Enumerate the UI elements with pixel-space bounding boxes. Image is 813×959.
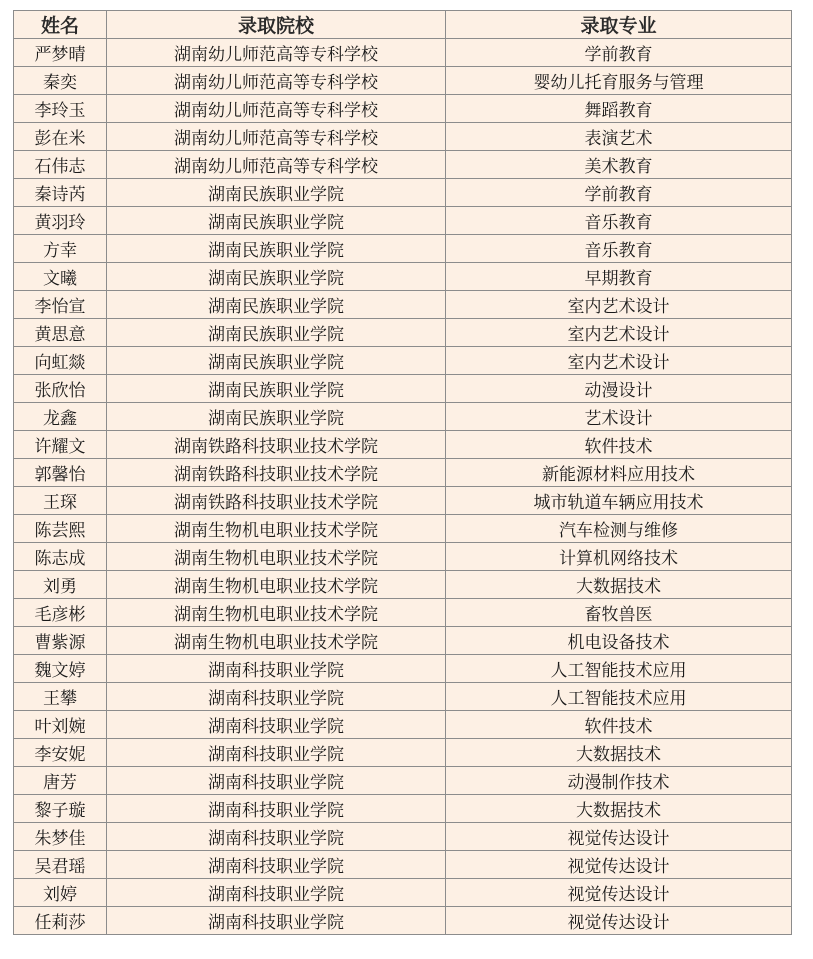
cell-name: 魏文婷 (14, 655, 107, 683)
cell-major: 表演艺术 (446, 123, 792, 151)
cell-school: 湖南科技职业学院 (107, 795, 446, 823)
cell-school: 湖南民族职业学院 (107, 263, 446, 291)
cell-name: 叶刘婉 (14, 711, 107, 739)
cell-major: 人工智能技术应用 (446, 683, 792, 711)
table-row (14, 123, 792, 151)
cell-school: 湖南铁路科技职业技术学院 (107, 487, 446, 515)
cell-name: 彭在米 (14, 123, 107, 151)
cell-school: 湖南生物机电职业技术学院 (107, 627, 446, 655)
cell-name: 王攀 (14, 683, 107, 711)
cell-school: 湖南民族职业学院 (107, 179, 446, 207)
table-row (14, 179, 792, 207)
cell-school: 湖南幼儿师范高等专科学校 (107, 123, 446, 151)
header-row (14, 11, 792, 39)
cell-name: 秦奕 (14, 67, 107, 95)
cell-name: 唐芳 (14, 767, 107, 795)
cell-name: 陈志成 (14, 543, 107, 571)
cell-major: 学前教育 (446, 39, 792, 67)
cell-name: 文曦 (14, 263, 107, 291)
cell-name: 张欣怡 (14, 375, 107, 403)
column-header-school: 录取院校 (107, 11, 446, 39)
cell-school: 湖南民族职业学院 (107, 319, 446, 347)
table-row (14, 487, 792, 515)
cell-school: 湖南幼儿师范高等专科学校 (107, 67, 446, 95)
cell-school: 湖南幼儿师范高等专科学校 (107, 95, 446, 123)
cell-name: 黎子璇 (14, 795, 107, 823)
cell-school: 湖南科技职业学院 (107, 879, 446, 907)
cell-major: 动漫设计 (446, 375, 792, 403)
cell-name: 任莉莎 (14, 907, 107, 935)
cell-name: 石伟志 (14, 151, 107, 179)
cell-name: 王琛 (14, 487, 107, 515)
admission-table (13, 10, 792, 935)
cell-major: 学前教育 (446, 179, 792, 207)
cell-school: 湖南幼儿师范高等专科学校 (107, 151, 446, 179)
table-row (14, 39, 792, 67)
cell-school: 湖南科技职业学院 (107, 851, 446, 879)
cell-major: 视觉传达设计 (446, 907, 792, 935)
cell-name: 吴君瑶 (14, 851, 107, 879)
cell-name: 李玲玉 (14, 95, 107, 123)
cell-major: 人工智能技术应用 (446, 655, 792, 683)
cell-name: 李怡宣 (14, 291, 107, 319)
cell-major: 音乐教育 (446, 207, 792, 235)
cell-school: 湖南民族职业学院 (107, 207, 446, 235)
table-row (14, 319, 792, 347)
table-row (14, 151, 792, 179)
table-row (14, 851, 792, 879)
table-row (14, 711, 792, 739)
column-header-major: 录取专业 (446, 11, 792, 39)
cell-name: 毛彦彬 (14, 599, 107, 627)
table-row (14, 739, 792, 767)
cell-major: 早期教育 (446, 263, 792, 291)
table-row (14, 67, 792, 95)
cell-major: 大数据技术 (446, 739, 792, 767)
table-row (14, 767, 792, 795)
table-row (14, 459, 792, 487)
table-header (14, 11, 792, 39)
table-row (14, 375, 792, 403)
cell-school: 湖南生物机电职业技术学院 (107, 571, 446, 599)
cell-school: 湖南民族职业学院 (107, 347, 446, 375)
cell-major: 婴幼儿托育服务与管理 (446, 67, 792, 95)
table-row (14, 823, 792, 851)
cell-major: 室内艺术设计 (446, 319, 792, 347)
table-row (14, 347, 792, 375)
cell-major: 新能源材料应用技术 (446, 459, 792, 487)
cell-school: 湖南科技职业学院 (107, 711, 446, 739)
table-row (14, 431, 792, 459)
table-row (14, 515, 792, 543)
table-row (14, 263, 792, 291)
cell-major: 畜牧兽医 (446, 599, 792, 627)
cell-major: 计算机网络技术 (446, 543, 792, 571)
table-row (14, 95, 792, 123)
cell-major: 室内艺术设计 (446, 291, 792, 319)
cell-name: 许耀文 (14, 431, 107, 459)
cell-name: 黄羽玲 (14, 207, 107, 235)
table-row (14, 403, 792, 431)
cell-school: 湖南民族职业学院 (107, 291, 446, 319)
table-row (14, 655, 792, 683)
cell-major: 艺术设计 (446, 403, 792, 431)
cell-major: 城市轨道车辆应用技术 (446, 487, 792, 515)
cell-school: 湖南科技职业学院 (107, 655, 446, 683)
cell-name: 陈芸熙 (14, 515, 107, 543)
cell-name: 曹紫源 (14, 627, 107, 655)
cell-major: 机电设备技术 (446, 627, 792, 655)
cell-major: 视觉传达设计 (446, 823, 792, 851)
cell-major: 视觉传达设计 (446, 879, 792, 907)
cell-name: 向虹燚 (14, 347, 107, 375)
table-row (14, 879, 792, 907)
cell-name: 秦诗芮 (14, 179, 107, 207)
cell-school: 湖南生物机电职业技术学院 (107, 515, 446, 543)
cell-school: 湖南生物机电职业技术学院 (107, 599, 446, 627)
table-row (14, 683, 792, 711)
table-row (14, 627, 792, 655)
cell-name: 朱梦佳 (14, 823, 107, 851)
cell-name: 龙鑫 (14, 403, 107, 431)
cell-school: 湖南民族职业学院 (107, 403, 446, 431)
cell-school: 湖南幼儿师范高等专科学校 (107, 39, 446, 67)
cell-name: 黄思意 (14, 319, 107, 347)
cell-major: 大数据技术 (446, 795, 792, 823)
table-row (14, 207, 792, 235)
cell-major: 室内艺术设计 (446, 347, 792, 375)
column-header-name: 姓名 (14, 11, 107, 39)
cell-school: 湖南民族职业学院 (107, 375, 446, 403)
cell-major: 音乐教育 (446, 235, 792, 263)
cell-major: 舞蹈教育 (446, 95, 792, 123)
table-body (14, 39, 792, 935)
cell-name: 严梦晴 (14, 39, 107, 67)
cell-school: 湖南铁路科技职业技术学院 (107, 431, 446, 459)
cell-name: 方幸 (14, 235, 107, 263)
cell-school: 湖南铁路科技职业技术学院 (107, 459, 446, 487)
table-row (14, 907, 792, 935)
table-row (14, 291, 792, 319)
cell-major: 动漫制作技术 (446, 767, 792, 795)
cell-major: 大数据技术 (446, 571, 792, 599)
cell-school: 湖南科技职业学院 (107, 823, 446, 851)
table-row (14, 543, 792, 571)
table-row (14, 571, 792, 599)
cell-major: 软件技术 (446, 711, 792, 739)
cell-name: 刘勇 (14, 571, 107, 599)
table-row (14, 235, 792, 263)
cell-name: 郭馨怡 (14, 459, 107, 487)
cell-school: 湖南科技职业学院 (107, 683, 446, 711)
cell-major: 美术教育 (446, 151, 792, 179)
cell-name: 刘婷 (14, 879, 107, 907)
cell-school: 湖南科技职业学院 (107, 739, 446, 767)
cell-school: 湖南科技职业学院 (107, 767, 446, 795)
cell-name: 李安妮 (14, 739, 107, 767)
table-row (14, 795, 792, 823)
cell-major: 视觉传达设计 (446, 851, 792, 879)
cell-school: 湖南生物机电职业技术学院 (107, 543, 446, 571)
cell-school: 湖南民族职业学院 (107, 235, 446, 263)
cell-school: 湖南科技职业学院 (107, 907, 446, 935)
table-row (14, 599, 792, 627)
cell-major: 汽车检测与维修 (446, 515, 792, 543)
cell-major: 软件技术 (446, 431, 792, 459)
